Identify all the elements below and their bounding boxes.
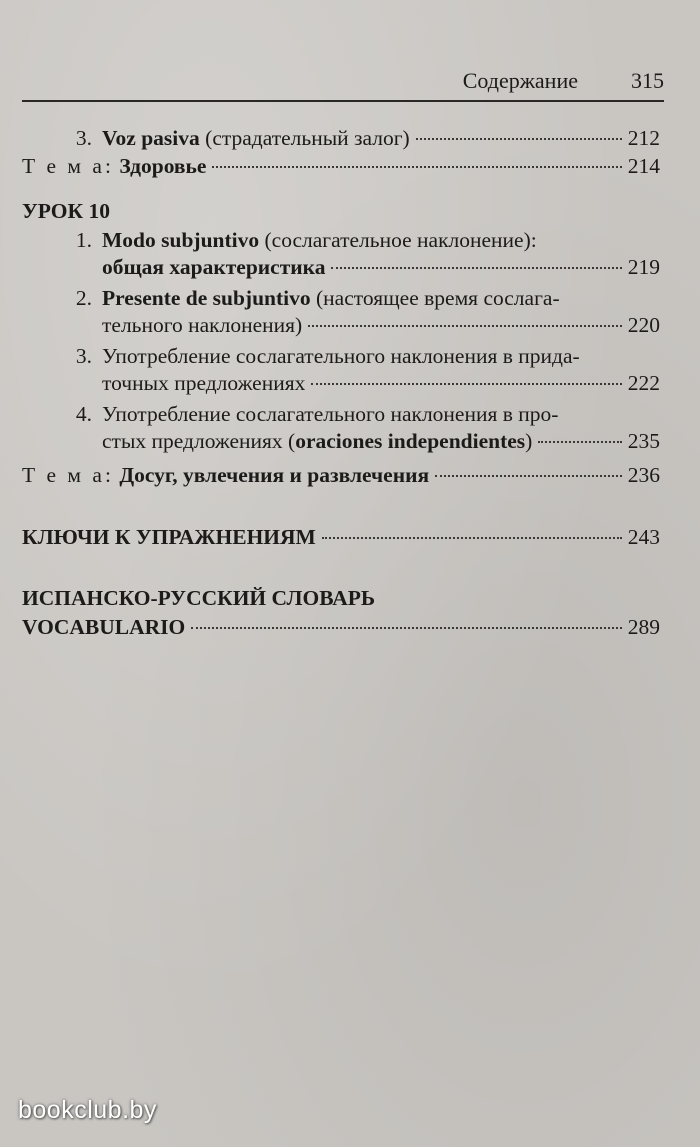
entry-title-continued: точных предложениях [102, 371, 306, 395]
toc-entry-modo-subjuntivo-line1 [22, 227, 660, 254]
entry-title-continued: общая характеристика [102, 255, 326, 279]
running-title: Содержание [462, 68, 578, 93]
dot-leader [311, 383, 621, 385]
dot-leader [308, 325, 622, 327]
entry-title [22, 153, 206, 180]
entry-title: VOCABULARIO [22, 615, 186, 639]
entry-title [22, 462, 429, 489]
toc-entry-uso-independientes-line2 [102, 428, 660, 455]
toc-entry-tema-zdorovye [22, 153, 660, 180]
dot-leader [322, 537, 622, 539]
entry-title-part: ) [525, 429, 533, 453]
dot-leader [416, 138, 622, 140]
entry-page: 222 [627, 371, 660, 395]
tema-title: Досуг, увлечения и развлечения [119, 463, 430, 487]
toc-entry-slovar-line2 [22, 614, 660, 641]
tema-title: Здоровье [119, 154, 207, 178]
dot-leader [191, 627, 622, 629]
entry-page: 220 [627, 313, 660, 337]
entry-title-continued [102, 428, 532, 455]
toc-entry-uso-subordinadas-line1 [22, 343, 660, 370]
toc-entry-uso-independientes-line1 [22, 401, 660, 428]
entry-title [102, 227, 537, 254]
toc-entry-modo-subjuntivo-line2 [102, 254, 660, 281]
toc-entry-uso-subordinadas-line2 [102, 370, 660, 397]
entry-number: 4. [75, 402, 92, 426]
dot-leader [331, 267, 621, 269]
entry-number: 1. [75, 228, 92, 252]
entry-page: 212 [627, 126, 660, 150]
tema-label: Т е м а: [22, 154, 114, 178]
toc-entry-slovar-line1: ИСПАНСКО-РУССКИЙ СЛОВАРЬ [22, 586, 376, 610]
entry-page: 289 [627, 615, 660, 639]
entry-title-bold: oraciones independientes [295, 429, 526, 453]
page-header [22, 66, 664, 102]
dot-leader [435, 475, 622, 477]
toc-entry-klyuchi [22, 524, 660, 551]
entry-title [102, 125, 410, 152]
entry-title-rest: (страдательный залог) [199, 126, 410, 150]
entry-page: 235 [627, 429, 660, 453]
dot-leader [212, 166, 621, 168]
entry-title-rest: (настоящее время сослага- [310, 286, 560, 310]
toc-entry-tema-dosug [22, 462, 660, 489]
toc-entry-presente-line1 [22, 285, 660, 312]
entry-title-part: стых предложениях ( [102, 429, 296, 453]
page-number: 315 [631, 68, 664, 93]
entry-title: Употребление сослагательного наклонения в прида- [102, 344, 580, 368]
entry-title-bold: Modo subjuntivo [102, 228, 260, 252]
entry-title-continued: тельного наклонения) [102, 313, 303, 337]
entry-number: 3. [75, 126, 92, 150]
tema-label: Т е м а: [22, 463, 114, 487]
entry-page: 219 [627, 255, 660, 279]
entry-title [102, 285, 560, 312]
toc-entry-voz-pasiva [22, 125, 660, 152]
entry-title: КЛЮЧИ К УПРАЖНЕНИЯМ [22, 525, 316, 549]
dot-leader [538, 441, 621, 443]
entry-title-bold: Presente de subjuntivo [102, 286, 311, 310]
entry-page: 236 [627, 463, 660, 487]
lesson-heading: УРОК 10 [22, 199, 110, 223]
entry-number: 2. [75, 286, 92, 310]
toc-entry-presente-line2 [102, 312, 660, 339]
entry-page: 214 [627, 154, 660, 178]
entry-title-rest: (сослагательное наклонение): [259, 228, 537, 252]
entry-title: Употребление сослагательного наклонения в про- [102, 402, 559, 426]
watermark: bookclub.by [18, 1096, 157, 1124]
entry-number: 3. [75, 344, 92, 368]
entry-page: 243 [627, 525, 660, 549]
entry-title-bold: Voz pasiva [102, 126, 200, 150]
